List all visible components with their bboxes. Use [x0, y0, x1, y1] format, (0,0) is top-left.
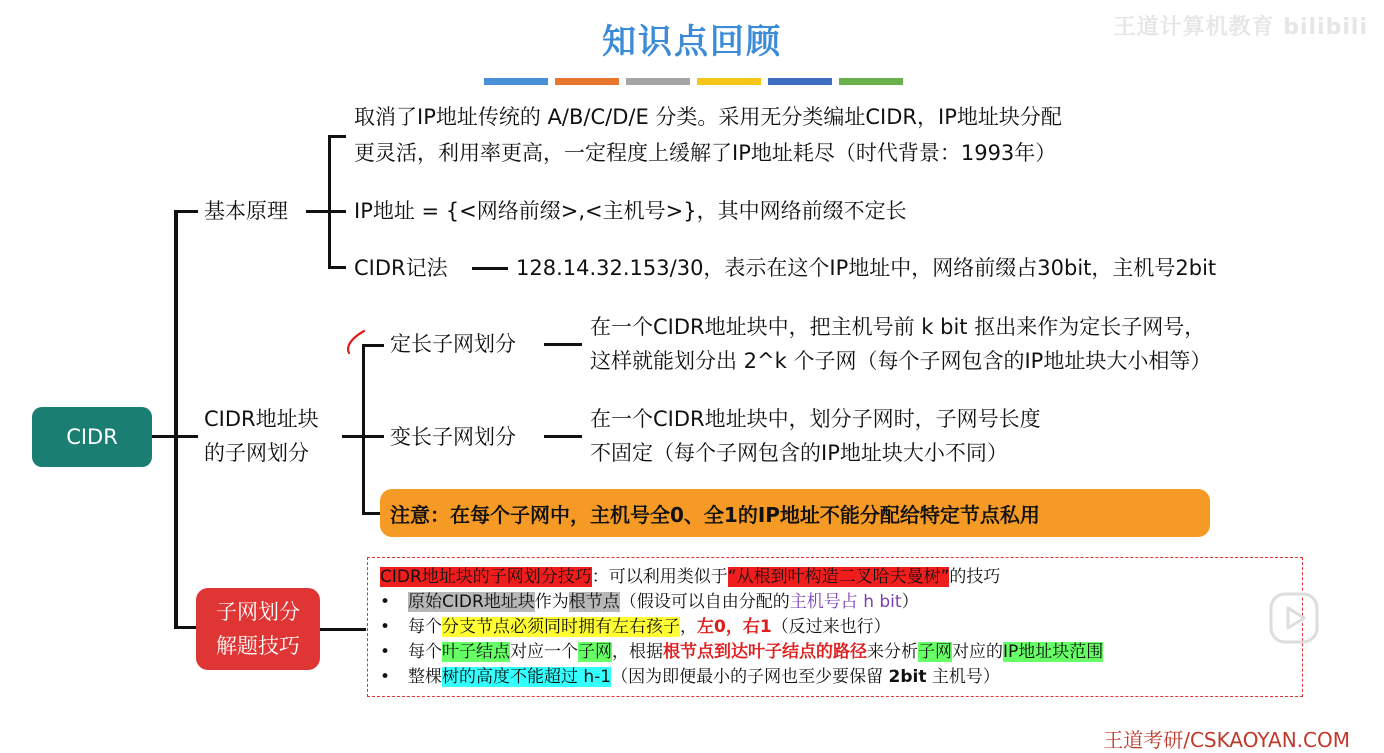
text: 原始CIDR地址块 [408, 592, 535, 612]
text: 子网 [918, 642, 952, 662]
connector [544, 435, 582, 438]
text: 左0，右1 [697, 617, 772, 637]
connector [342, 435, 364, 438]
text: IP地址块范围 [1003, 642, 1104, 662]
connector [174, 435, 198, 438]
text: 每个 [408, 642, 442, 662]
tips-heading-topic: CIDR地址块的子网划分技巧 [380, 567, 592, 587]
color-bar [839, 78, 903, 85]
bullet: • [380, 592, 391, 612]
connector [328, 135, 331, 268]
watermark: 王道计算机教育 bilibili [1113, 15, 1368, 40]
basic-item-1-line1: 取消了IP地址传统的 A/B/C/D/E 分类。采用无分类编址CIDR，IP地址块分配 [354, 105, 1062, 129]
text: ，根据 [612, 642, 663, 662]
text: 2bit [888, 667, 927, 687]
connector [362, 344, 365, 514]
connector [328, 135, 346, 138]
text: 作为 [534, 592, 569, 612]
variable-subnet-line2: 不固定（每个子网包含的IP地址块大小不同） [590, 441, 1008, 465]
basic-item-3-label: CIDR记法 [354, 256, 448, 280]
bullet: • [380, 642, 391, 662]
tips-node [196, 588, 320, 670]
text: 来分析 [867, 642, 918, 662]
connector [362, 435, 384, 438]
text: ：可以利用类似于 [591, 567, 728, 587]
pen-mark-icon [344, 325, 368, 359]
bullet: • [380, 617, 391, 637]
text: （反过来也行） [771, 617, 891, 637]
note-banner: 注意：在每个子网中，主机号全0、全1的IP地址不能分配给特定节点私用 [380, 489, 1210, 537]
basic-item-3-text: 128.14.32.153/30，表示在这个IP地址中，网络前缀占30bit，主机号2bit [516, 256, 1217, 280]
connector [544, 343, 582, 346]
tip-item-1 [380, 590, 919, 614]
color-bar [484, 78, 548, 85]
text: 根节点 [568, 592, 620, 612]
tip-item-4 [380, 665, 1000, 689]
connector [472, 267, 508, 270]
connector [152, 435, 176, 438]
tip-item-2 [380, 615, 891, 639]
text: 树的高度不能超过 h-1 [442, 667, 612, 687]
branch-subnet-line1: CIDR地址块 [204, 407, 319, 431]
text: 分支节点必须同时拥有左右孩子 [442, 617, 680, 637]
text: 对应一个 [510, 642, 578, 662]
connector [328, 210, 346, 213]
variable-subnet-line1: 在一个CIDR地址块中，划分子网时，子网号长度 [590, 407, 1041, 431]
text: 对应的 [952, 642, 1003, 662]
connector [174, 626, 198, 629]
color-bar [768, 78, 832, 85]
text: 主机号） [926, 667, 1000, 687]
tips-heading-huffman: “从根到叶构造二叉哈夫曼树” [727, 567, 950, 587]
tips-node-line1: 子网划分 [216, 600, 300, 624]
color-bar [555, 78, 619, 85]
connector [306, 210, 330, 213]
fixed-subnet-line1: 在一个CIDR地址块中，把主机号前 k bit 抠出来作为定长子网号， [590, 315, 1206, 339]
variable-subnet-label: 变长子网划分 [390, 425, 516, 449]
connector [328, 266, 346, 269]
tips-heading [380, 565, 1000, 589]
connector [362, 512, 382, 515]
text: 根节点到达叶子结点的路径 [663, 642, 867, 662]
tip-item-3 [380, 640, 1103, 664]
basic-item-1-line2: 更灵活，利用率更高，一定程度上缓解了IP地址耗尽（时代背景：1993年） [354, 141, 1057, 165]
play-icon[interactable] [1268, 590, 1320, 646]
text: 整棵 [408, 667, 442, 687]
text: ， [680, 617, 697, 637]
text: 每个 [408, 617, 442, 637]
footer-brand: 王道考研/CSKAOYAN.COM [1103, 728, 1350, 752]
text: （假设可以自由分配的 [619, 592, 790, 612]
branch-subnet-line2: 的子网划分 [204, 441, 309, 465]
connector [320, 628, 366, 631]
page-title: 知识点回顾 [602, 22, 782, 62]
text: 子网 [578, 642, 612, 662]
fixed-subnet-label: 定长子网划分 [390, 332, 516, 356]
branch-basic-principle: 基本原理 [204, 199, 288, 223]
fixed-subnet-line2: 这样就能划分出 2^k 个子网（每个子网包含的IP地址块大小相等） [590, 349, 1212, 373]
tips-node-line2: 解题技巧 [216, 634, 300, 658]
text: ） [901, 592, 919, 612]
text: 主机号占 h bit [789, 592, 902, 612]
basic-item-2: IP地址 = {<网络前缀>,<主机号>}，其中网络前缀不定长 [354, 199, 907, 223]
root-node-cidr: CIDR [32, 407, 152, 467]
text: 叶子结点 [442, 642, 510, 662]
color-bar [626, 78, 690, 85]
text: 的技巧 [949, 567, 1001, 587]
connector [174, 210, 198, 213]
text: （因为即便最小的子网也至少要保留 [611, 667, 889, 687]
connector [174, 210, 178, 628]
bullet: • [380, 667, 391, 687]
color-bar [697, 78, 761, 85]
